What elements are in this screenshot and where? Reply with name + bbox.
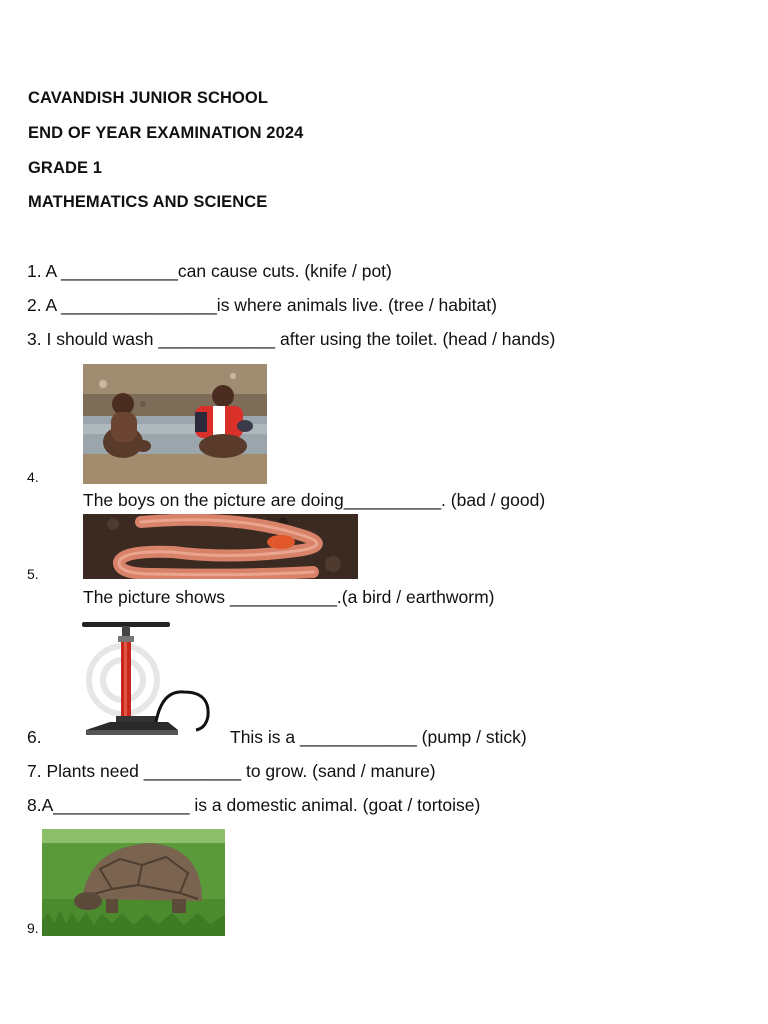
question-4-text: The boys on the picture are doing__________. (bad / good) bbox=[83, 490, 546, 510]
question-number: 8. bbox=[27, 795, 42, 815]
exam-title: END OF YEAR EXAMINATION 2024 bbox=[28, 124, 304, 142]
question-text: I should wash ____________ after using the toilet. (head / hands) bbox=[46, 329, 556, 349]
question-6-text: This is a ____________ (pump / stick) bbox=[230, 727, 527, 747]
bicycle-pump-photo bbox=[78, 618, 228, 746]
question-number: 1. bbox=[27, 261, 42, 281]
question-5-number: 5. bbox=[27, 566, 39, 582]
question-6 bbox=[27, 727, 42, 748]
earthworm-photo bbox=[83, 514, 358, 579]
question-number: 2. bbox=[27, 295, 42, 315]
subject-title: MATHEMATICS AND SCIENCE bbox=[28, 193, 268, 211]
question-5-text: The picture shows ___________.(a bird / earthworm) bbox=[83, 587, 495, 607]
tortoise-photo bbox=[42, 829, 225, 936]
question-3 bbox=[27, 329, 555, 350]
school-name: CAVANDISH JUNIOR SCHOOL bbox=[28, 89, 269, 107]
boys-squatting-by-water-photo bbox=[83, 364, 267, 484]
question-text: Plants need __________ to grow. (sand / manure) bbox=[46, 761, 436, 781]
question-number: 3. bbox=[27, 329, 42, 349]
question-7 bbox=[27, 761, 436, 782]
question-1 bbox=[27, 261, 392, 282]
question-9-number: 9. bbox=[27, 920, 39, 936]
question-text: A______________ is a domestic animal. (goat / tortoise) bbox=[41, 795, 481, 815]
question-text: A ____________can cause cuts. (knife / pot) bbox=[45, 261, 392, 281]
question-text: A ________________is where animals live. (tree / habitat) bbox=[45, 295, 497, 315]
question-2 bbox=[27, 295, 497, 316]
question-number: 6. bbox=[27, 727, 42, 747]
question-4-number: 4. bbox=[27, 469, 39, 485]
question-8 bbox=[27, 795, 480, 816]
question-number: 7. bbox=[27, 761, 42, 781]
grade-label: GRADE 1 bbox=[28, 159, 103, 177]
